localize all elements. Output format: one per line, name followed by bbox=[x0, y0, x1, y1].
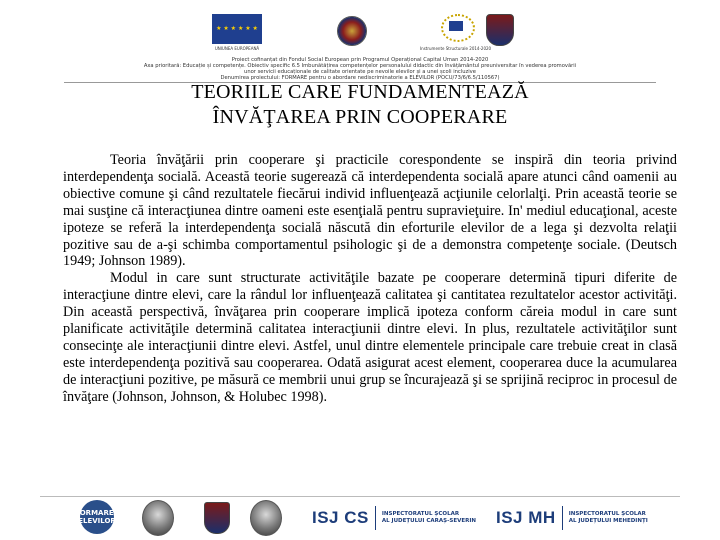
formarea-elevilor-logo bbox=[74, 500, 120, 534]
project-line: Axa prioritară: Educație și competențe. Obiectiv specific 6.5 Îmbunătățirea competențelor personalului didactic din învățământul preuniversitar în vederea promovării bbox=[143, 63, 577, 69]
project-line: unor servicii educaționale de calitate orientate pe nevoile elevilor și a unei școli incluzive bbox=[244, 69, 476, 75]
ministry-crest-logo bbox=[486, 14, 514, 46]
portrait-icon bbox=[142, 500, 174, 536]
structural-funds-logo bbox=[420, 14, 491, 51]
body-text bbox=[63, 152, 677, 406]
structural-funds-icon bbox=[439, 14, 473, 44]
isj-cs-separator bbox=[375, 506, 376, 530]
portrait-icon bbox=[250, 500, 282, 536]
portrait-logo-2 bbox=[250, 500, 282, 536]
header bbox=[0, 0, 720, 92]
government-crest-icon bbox=[337, 16, 367, 46]
logo-row bbox=[0, 14, 720, 54]
eu-flag-logo bbox=[212, 14, 262, 51]
page-title bbox=[100, 80, 620, 130]
ministry-footer-logo bbox=[204, 502, 230, 534]
isj-cs-logo bbox=[312, 506, 476, 530]
title-line-1: TEORIILE CARE FUNDAMENTEAZĂ bbox=[191, 81, 529, 103]
formarea-elevilor-badge-icon: FORMAREA ELEVILOR bbox=[80, 500, 114, 534]
isj-mh-name-line-2: AL JUDEȚULUI MEHEDINȚI bbox=[568, 518, 648, 524]
isj-cs-name-line-1: INSPECTORATUL ȘCOLAR bbox=[381, 511, 460, 517]
isj-mh-logo bbox=[496, 506, 648, 530]
isj-mh-separator bbox=[562, 506, 563, 530]
eu-flag-icon: ★ ★ ★ ★ ★ ★ bbox=[212, 14, 262, 44]
paragraph-1: Teoria învăţării prin cooperare şi practicile corespondente se inspiră din teoria privind interdependenţa socială. Această teorie sugerează că interdependenta socială apare atunci când oamenii au obiective comune şi când rezultatele fiecărui individ influenţează acţiunile celorlalţi. Prin această teorie se mai susţine că interacţiunea dintre oameni este esenţială pentru supravieţuire. In' mediul educaţional, aceste ipoteze se referă la interdependenţa socială născută din eforturile elevilor de a lega şi dezvolta relaţii pozitive sau de a-şi schimba comportamentul psihologic şi de a demonstra competenţe sociale. (Deutsch 1949; Johnson 1989). bbox=[63, 152, 677, 270]
ministry-crest-icon bbox=[486, 14, 514, 46]
isj-mh-name-line-1: INSPECTORATUL ȘCOLAR bbox=[568, 511, 646, 517]
isj-cs-code: ISJ CS bbox=[312, 508, 369, 527]
project-line: Proiect cofinanțat din Fondul Social European prin Programul Operațional Capital Uman 2014-2020 bbox=[231, 57, 489, 63]
portrait-logo-1 bbox=[142, 500, 174, 536]
paragraph-2: Modul in care sunt structurate activităţile bazate pe cooperare determină tipuri diferite de interacţiune dintre elevi, care la rândul lor influenţează calitatea şi cantitatea rezultatelor acestor activităţi. Din această perspectivă, învăţarea prin cooperare implică ipoteza conform căreia modul in care sunt planificate activităţile determină calitatea interacţiunii dintre elevi. In plus, rezultatele activităţilor sunt consecinţe ale interacţiunii dintre elevi. Astfel, unul dintre elementele principale care trebuie creat in clasă este interdependenţa pozitivă sau cooperarea. Odată asigurat acest element, cooperarea duce la acumularea de interacţiuni pozitive, pe măsură ce membrii unui grup se încurajează şi se sprijină reciproc in procesul de învăţare (Johnson, Johnson, & Holubec 1998). bbox=[63, 270, 677, 405]
government-crest-logo bbox=[337, 16, 367, 46]
footer-divider bbox=[40, 496, 680, 497]
isj-mh-name bbox=[569, 511, 648, 525]
isj-mh-code: ISJ MH bbox=[496, 508, 556, 527]
eu-flag-caption: UNIUNEA EUROPEANĂ bbox=[214, 46, 260, 51]
title-line-2: ÎNVĂŢAREA PRIN COOPERARE bbox=[212, 106, 508, 128]
isj-cs-name bbox=[382, 511, 476, 525]
project-line: Denumirea proiectului: FORMARE pentru o abordare nediscriminatorie a ELEVILOR (POCU/73/6/6.5/110567) bbox=[220, 75, 500, 81]
ministry-crest-icon bbox=[204, 502, 230, 534]
isj-cs-name-line-2: AL JUDEȚULUI CARAȘ-SEVERIN bbox=[381, 518, 476, 524]
project-info bbox=[84, 57, 636, 81]
footer bbox=[0, 500, 720, 538]
structural-funds-caption: Instrumente Structurale 2014-2020 bbox=[420, 46, 492, 51]
